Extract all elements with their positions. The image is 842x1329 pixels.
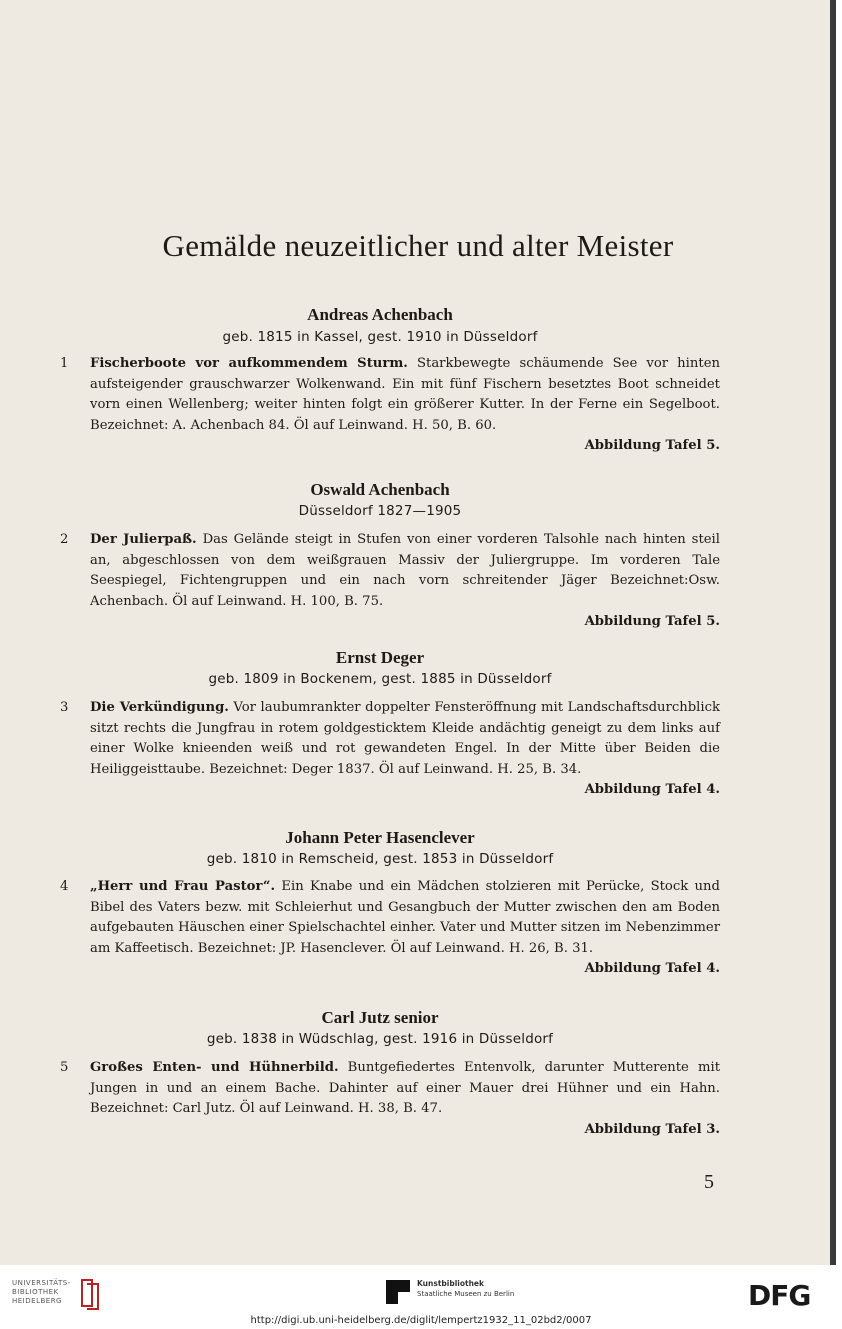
artist-bio: geb. 1838 in Wüdschlag, gest. 1916 in Düsseldorf — [206, 1031, 554, 1047]
entry-body: Starkbewegte schäumende See vor hinten aufsteigender grauschwarzer Wolkenwand. Ein mit fünf Fischern besetztes Boot schneidet vorn einen Wellenberg; weiter hinten folgt ein größerer Kutter. In der Ferne ein Segelboot. Bezeichnet: A. Achenbach 84. Öl auf Leinwand. H. 50, B. 60. — [90, 356, 720, 433]
entry-description — [90, 354, 720, 436]
entry-number: 4 — [60, 879, 69, 894]
artist-bio: geb. 1815 in Kassel, gest. 1910 in Düsseldorf — [222, 329, 538, 345]
footer-bar — [0, 1265, 842, 1329]
artist-bio: geb. 1809 in Bockenem, gest. 1885 in Düsseldorf — [208, 671, 552, 687]
artist-name-deger: Ernst Deger — [335, 648, 425, 667]
plate-reference: Abbildung Tafel 3. — [584, 1122, 720, 1137]
page-title: Gemälde neuzeitlicher und alter Meister — [162, 228, 674, 263]
plate-reference: Abbildung Tafel 5. — [584, 614, 720, 629]
entry-title: Großes Enten- und Hühnerbild. — [90, 1060, 339, 1075]
entry-body: Buntgefiedertes Entenvolk, darunter Mutterente mit Jungen in und an einem Bache. Dahinter auf einer Mauer drei Hühner und ein Hahn. Bezeichnet: Carl Jutz. Öl auf Leinwand. H. 38, B. 47. — [90, 1060, 720, 1116]
entry-number: 1 — [60, 356, 69, 371]
entry-description — [90, 877, 720, 959]
logo-line: BIBLIOTHEK — [12, 1288, 59, 1296]
plate-reference: Abbildung Tafel 4. — [584, 961, 720, 976]
artist-name-jutz: Carl Jutz senior — [321, 1008, 439, 1027]
artist-name-hasenclever: Johann Peter Hasenclever — [285, 828, 475, 847]
kb-title: Kunstbibliothek — [417, 1279, 485, 1288]
kunstbibliothek-logo-icon — [385, 1279, 411, 1305]
kb-subtitle: Staatliche Museen zu Berlin — [417, 1290, 515, 1298]
artist-name-achenbach-oswald: Oswald Achenbach — [310, 480, 450, 499]
entry-number: 5 — [60, 1060, 69, 1075]
entry-number: 2 — [60, 532, 69, 547]
artist-bio: geb. 1810 in Remscheid, gest. 1853 in Düsseldorf — [206, 851, 554, 867]
plate-reference: Abbildung Tafel 4. — [584, 782, 720, 797]
entry-title: Der Julierpaß. — [90, 532, 197, 547]
entry-description — [90, 530, 720, 612]
artist-bio: Düsseldorf 1827—1905 — [298, 503, 462, 519]
entry-description — [90, 698, 720, 780]
entry-title: „Herr und Frau Pastor“. — [90, 879, 276, 894]
entry-body: Vor laubumrankter doppelter Fensteröffnung mit Landschaftsdurchblick sitzt rechts die Jungfrau in rotem goldgesticktem Kleide andächtig geneigt zu dem links auf einer Wolke knieenden weiß und rot gewandeten Engel. In der Mitte über Beiden die Heiliggeisttaube. Bezeichnet: Deger 1837. Öl auf Leinwand. H. 25, B. 34. — [90, 700, 720, 777]
logo-line: UNIVERSITÄTS- — [12, 1279, 71, 1287]
logo-line: HEIDELBERG — [12, 1297, 62, 1305]
entry-title: Fischerboote vor aufkommendem Sturm. — [90, 356, 408, 371]
page-number: 5 — [704, 1171, 714, 1193]
heidelberg-library-logo[interactable] — [12, 1279, 71, 1306]
entry-description — [90, 1058, 720, 1120]
dfg-logo[interactable]: DFG — [748, 1279, 811, 1312]
heidelberg-seal-icon — [78, 1276, 100, 1310]
kunstbibliothek-logo[interactable] — [417, 1279, 514, 1299]
entry-body: Das Gelände steigt in Stufen von einer vorderen Talsohle nach hinten steil an, abgeschlossen von dem weißgrauen Massiv der Juliergruppe. Im vorderen Tale Seespiegel, Fichtengruppen und ein nach vorn schreitender Jäger Bezeichnet:Osw. Achenbach. Öl auf Leinwand. H. 100, B. 75. — [90, 532, 720, 609]
entry-body: Ein Knabe und ein Mädchen stolzieren mit Perücke, Stock und Bibel des Vaters bezw. mit Schleierhut und Gesangbuch der Mutter zwischen den am Boden aufgebauten Häuschen einer Spielschachtel einher. Vater und Mutter sitzen im Nebenzimmer am Kaffeetisch. Bezeichnet: JP. Hasenclever. Öl auf Leinwand. H. 26, B. 31. — [90, 879, 720, 956]
entry-number: 3 — [60, 700, 69, 715]
entry-title: Die Verkündigung. — [90, 700, 229, 715]
page-edge — [830, 0, 836, 1265]
plate-reference: Abbildung Tafel 5. — [584, 438, 720, 453]
artist-name-achenbach-andreas: Andreas Achenbach — [307, 305, 453, 324]
permalink-url[interactable]: http://digi.ub.uni-heidelberg.de/diglit/lempertz1932_11_02bd2/0007 — [250, 1315, 592, 1326]
